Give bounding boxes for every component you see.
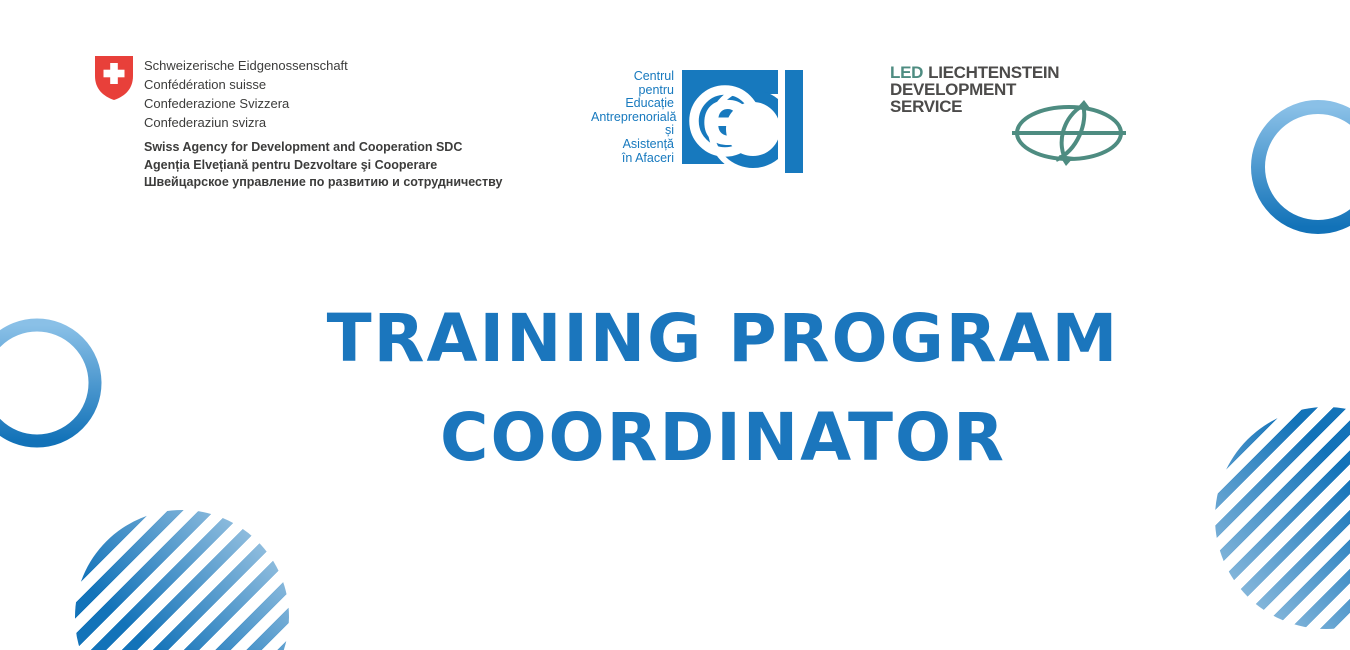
swiss-shield-icon <box>95 56 133 100</box>
page-title <box>48 289 1350 487</box>
title-line-1: TRAINING PROGRAM <box>326 300 1120 377</box>
swiss-name-line: Confederaziun svizra <box>144 115 267 130</box>
ceda-logo <box>591 70 803 173</box>
swiss-agency-line: Swiss Agency for Development and Cooperation SDC <box>144 140 463 154</box>
ceda-monogram-e: e <box>701 73 754 163</box>
led-country: LIECHTENSTEIN <box>928 63 1060 82</box>
swiss-confederation-names <box>144 56 502 132</box>
ceda-monogram-icon <box>682 70 803 173</box>
swiss-logo-text <box>144 56 502 192</box>
led-text-line: SERVICE <box>890 97 963 116</box>
led-prefix: LED <box>890 63 924 82</box>
led-text-line <box>890 64 1150 81</box>
globe-arrows-icon <box>1012 100 1128 166</box>
ceda-text-line: Educație <box>625 96 674 111</box>
ceda-text-line: pentru <box>638 82 674 97</box>
ceda-text-line: Centrul <box>633 69 674 83</box>
swiss-agency-line: Agenția Elvețiană pentru Dezvoltare şi Cooperare <box>144 157 438 172</box>
led-text-line: DEVELOPMENT <box>890 80 1017 99</box>
decor-ring-top-right-icon <box>1243 92 1350 242</box>
ceda-text-line: Asistență <box>622 136 674 151</box>
title-line-2: COORDINATOR <box>440 399 1006 476</box>
swiss-cooperation-logo <box>95 56 502 192</box>
swiss-agency-names <box>144 139 502 192</box>
ceda-logo-text <box>591 69 677 173</box>
decor-striped-circle-bottom-left-icon <box>75 510 289 650</box>
swiss-name-line: Confédération suisse <box>144 77 267 92</box>
ceda-text-line: Antreprenorială <box>591 109 677 124</box>
swiss-name-line: Schweizerische Eidgenossenschaft <box>144 58 348 73</box>
led-logo <box>890 64 1150 174</box>
swiss-agency-line: Швейцарское управление по развитию и сотрудничеству <box>144 175 503 189</box>
ceda-text-line: în Afaceri <box>621 150 674 165</box>
ceda-text-line: și <box>664 123 674 138</box>
swiss-name-line: Confederazione Svizzera <box>144 96 290 111</box>
